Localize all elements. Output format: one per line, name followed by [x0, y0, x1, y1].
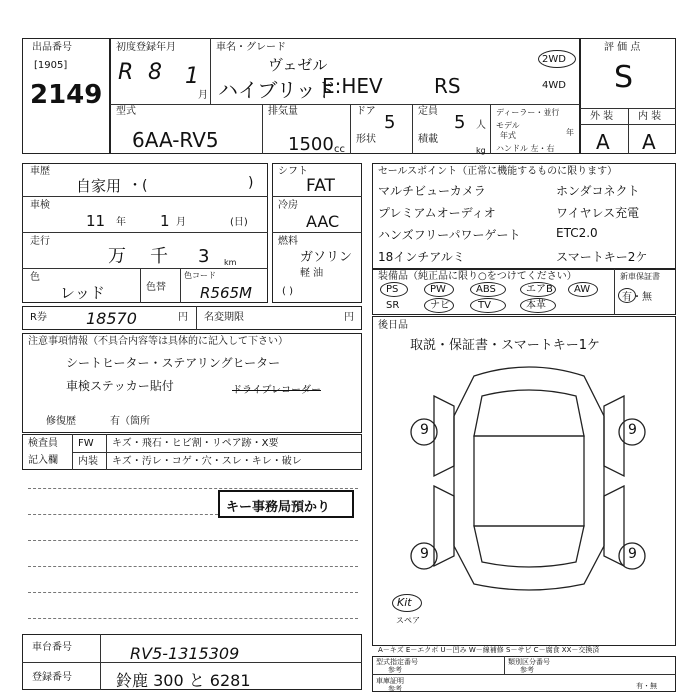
inspection-year-unit: 年	[116, 217, 126, 228]
grade-ext-label: 外 装	[590, 111, 614, 122]
ac-value: AAC	[306, 212, 340, 231]
grade-int-label: 内 装	[638, 111, 662, 122]
equip-leather: 本革	[526, 300, 546, 311]
seats-load-unit: kg	[476, 146, 486, 155]
registration-month-unit: 月	[198, 90, 208, 101]
new-warranty-label: 新車保証書	[620, 272, 660, 281]
color-value: レッド	[60, 284, 105, 302]
check-in: 内装	[78, 456, 98, 467]
lot-code: [1905]	[34, 60, 68, 71]
selling-point-8: スマートキー2ケ	[556, 250, 648, 264]
doors-label: ドア	[356, 106, 376, 117]
tire-front-left: 9	[420, 422, 429, 438]
inspection-month: 1	[160, 212, 170, 230]
after-value: 取説・保証書・スマートキー1ケ	[410, 338, 601, 353]
check-fw-text: キズ・飛石・ヒビ割・リペア跡・X要	[112, 438, 279, 449]
new-warranty-value: 有・無	[622, 292, 652, 303]
car-trim: RS	[434, 74, 461, 98]
car-rear-window	[474, 526, 584, 567]
registration-era: R	[118, 60, 134, 85]
footer-l3: 類別区分番号	[508, 658, 550, 666]
tax-unit: 円	[344, 312, 354, 323]
history-value: 自家用	[76, 177, 122, 195]
drive-2wd: 2WD	[542, 54, 566, 65]
inspection-year: 11	[86, 212, 106, 230]
key-stamp-text: キー事務局預かり	[226, 500, 331, 515]
car-damage-diagram	[404, 356, 654, 596]
selling-point-3: プレミアムオーディオ	[378, 206, 496, 220]
notes-line-1: シートヒーター・ステアリングヒーター	[66, 356, 281, 370]
damage-legend: A－キズ E－エクボ U－凹み W－線補修 S－サビ C－腐食 XX－交換済	[378, 646, 600, 654]
grade-int: A	[642, 130, 656, 154]
selling-point-6: ETC2.0	[556, 226, 598, 240]
displacement-unit: cc	[334, 144, 345, 155]
footer-l2: 参考	[388, 666, 402, 674]
equip-navi: ナビ	[430, 300, 450, 311]
fuel-paren: ( )	[282, 286, 293, 297]
mileage-unit: km	[224, 258, 237, 267]
history-close-paren: )	[248, 175, 254, 191]
equip-pw: PW	[430, 284, 446, 295]
selling-point-2: ホンダコネクト	[556, 184, 640, 198]
ac-label: 冷房	[278, 200, 298, 211]
notes-strike: ドライブレコーダー	[232, 385, 321, 396]
shift-value: FAT	[306, 176, 335, 196]
footer-l4: 参考	[520, 666, 534, 674]
car-label: 車名・グレード	[216, 42, 286, 53]
spare-value: Kit	[397, 596, 412, 609]
mileage-man: 万	[108, 246, 126, 267]
grade-ext: A	[596, 130, 610, 154]
recycle-unit: 円	[178, 312, 188, 323]
recycle-value: 18570	[86, 309, 137, 328]
color-change-label: 色替	[146, 282, 166, 293]
grade-label: 評 価 点	[604, 42, 641, 53]
recycle-box	[22, 306, 362, 330]
doors-value: 5	[384, 112, 396, 133]
footer-l5: 車庫証明	[376, 677, 404, 685]
fuel-value: ガソリン	[300, 250, 353, 265]
history-rest: ・(	[128, 178, 148, 194]
registration-label: 初度登録年月	[116, 42, 176, 53]
inspection-month-unit: 月	[176, 217, 186, 228]
seats-unit: 人	[476, 120, 486, 131]
car-name: ヴェゼル	[268, 56, 328, 74]
car-grade: E:HEV	[322, 74, 383, 98]
tire-rear-right: 9	[628, 546, 637, 562]
footer-l6: 参考	[388, 685, 402, 693]
seats-load-label: 積載	[418, 134, 438, 145]
equip-aw: AW	[574, 284, 591, 295]
repair-value: 有（箇所	[110, 416, 150, 427]
dealer-label: ディーラー・並行	[496, 108, 560, 117]
repair-label: 修復歴	[46, 416, 76, 427]
seats-value: 5	[454, 112, 466, 133]
mileage-label: 走行	[30, 236, 50, 247]
recycle-label: R券	[30, 312, 47, 323]
fuel-label: 燃料	[278, 236, 298, 247]
notes-title: 注意事項情報（不具合内容等は具体的に記入して下さい）	[28, 336, 288, 347]
model-year-label2: 年式	[500, 131, 516, 140]
spare-label: スペア	[396, 616, 420, 625]
footer-l1: 型式指定番号	[376, 658, 418, 666]
history-label: 車歴	[30, 166, 50, 177]
car-roof	[474, 436, 584, 526]
selling-point-7: 18インチアルミ	[378, 250, 465, 264]
displacement-value: 1500	[288, 134, 334, 155]
handle-label: ハンドル 左・右	[496, 144, 555, 153]
model-year-unit: 年	[566, 128, 574, 137]
lot-number: 2149	[30, 80, 103, 110]
check-in-text: キズ・汚レ・コゲ・穴・スレ・キレ・破レ	[112, 456, 302, 467]
seats-label: 定員	[418, 106, 438, 117]
equip-sr: SR	[386, 300, 400, 311]
selling-point-4: ワイヤレス充電	[556, 206, 640, 220]
tire-front-right: 9	[628, 422, 637, 438]
drive-4wd: 4WD	[542, 80, 566, 91]
registration-month: 1	[185, 64, 199, 89]
selling-points-title: セールスポイント（正常に機能するものに限ります）	[378, 166, 618, 177]
selling-point-5: ハンズフリーパワーゲート	[378, 228, 521, 242]
after-label: 後日品	[378, 320, 408, 331]
inspection-day-unit: (日)	[230, 217, 248, 228]
inspection-label: 車検	[30, 200, 50, 211]
notes-line-2: 車検ステッカー貼付	[66, 379, 174, 393]
equip-ps: PS	[386, 284, 399, 295]
footer-l7: 有・無	[636, 682, 657, 690]
mileage-sen: 千	[150, 246, 168, 267]
color-code-label: 色コード	[184, 271, 216, 280]
grade-value: S	[614, 60, 634, 95]
car-right-rear-side	[604, 486, 624, 566]
fuel-alt: 軽 油	[300, 268, 324, 279]
color-code: R565M	[200, 284, 252, 302]
equip-abs: ABS	[476, 284, 496, 295]
shift-label: シフト	[278, 166, 308, 177]
doors-shape-label: 形状	[356, 134, 376, 145]
check-fw: FW	[78, 438, 94, 449]
mileage-value: 3	[198, 246, 210, 267]
check-label-1: 検査員	[28, 438, 58, 449]
plate-label: 登録番号	[32, 672, 72, 683]
plate-value: 鈴鹿 300 と 6281	[116, 671, 251, 690]
car-right-front-side	[604, 396, 624, 476]
registration-year: 8	[148, 60, 162, 85]
car-body-outline	[454, 367, 604, 590]
model-label: 型式	[116, 106, 136, 117]
check-label-2: 記入欄	[28, 455, 58, 466]
equipment-title: 装備品（純正品に限り○をつけてください）	[378, 271, 577, 282]
model-year-label: モデル	[496, 121, 520, 130]
color-label: 色	[30, 272, 40, 283]
car-grade-prefix: ハイブリッド	[218, 78, 336, 102]
lot-label: 出品番号	[32, 42, 72, 53]
tire-rear-left: 9	[420, 546, 429, 562]
equip-airbag: エアB	[526, 284, 553, 295]
tax-label: 名変期限	[204, 312, 244, 323]
displacement-label: 排気量	[268, 106, 298, 117]
selling-point-1: マルチビューカメラ	[378, 184, 486, 198]
chassis-label: 車台番号	[32, 642, 72, 653]
equip-tv: TV	[478, 300, 491, 311]
model-value: 6AA-RV5	[132, 128, 219, 152]
chassis-value: RV5-1315309	[130, 644, 240, 663]
car-front-window	[474, 390, 584, 436]
